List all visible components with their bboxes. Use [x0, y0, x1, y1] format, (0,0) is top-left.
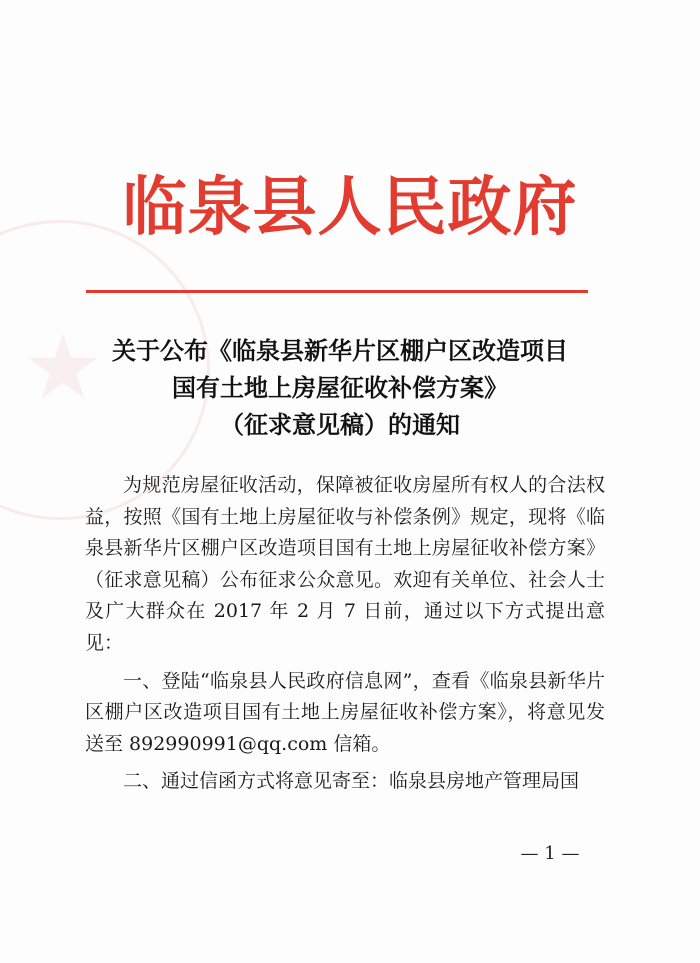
issuer-header: 临泉县人民政府 — [122, 170, 578, 245]
notice-body — [85, 470, 605, 798]
title-line-3: （征求意见稿）的通知 — [220, 410, 460, 439]
page-number: — 1 — — [520, 843, 580, 864]
title-line-1: 关于公布《临泉县新华片区棚户区改造项目 — [112, 336, 568, 365]
paragraph-intro: 为规范房屋征收活动，保障被征收房屋所有权人的合法权益，按照《国有土地上房屋征收与补偿条例》规定，现将《临泉县新华片区棚户区改造项目国有土地上房屋征收补偿方案》（征求意见稿）公布征求公众意见。欢迎有关单位、社会人士及广大群众在 2017 年 2 月 7 日前，通过以下方式提出意见： — [85, 474, 605, 654]
seal-star-icon: ★ — [22, 315, 104, 420]
title-line-2: 国有土地上房屋征收补偿方案》 — [172, 373, 508, 402]
paragraph-method-1: 一、登陆“临泉县人民政府信息网”，查看《临泉县新华片区棚户区改造项目国有土地上房屋征收补偿方案》，将意见发送至 892990991@qq.com 信箱。 — [85, 669, 605, 755]
red-divider-line — [86, 290, 588, 293]
paragraph-method-2: 二、通过信函方式将意见寄至：临泉县房地产管理局国 — [123, 770, 580, 793]
notice-title — [60, 332, 620, 443]
